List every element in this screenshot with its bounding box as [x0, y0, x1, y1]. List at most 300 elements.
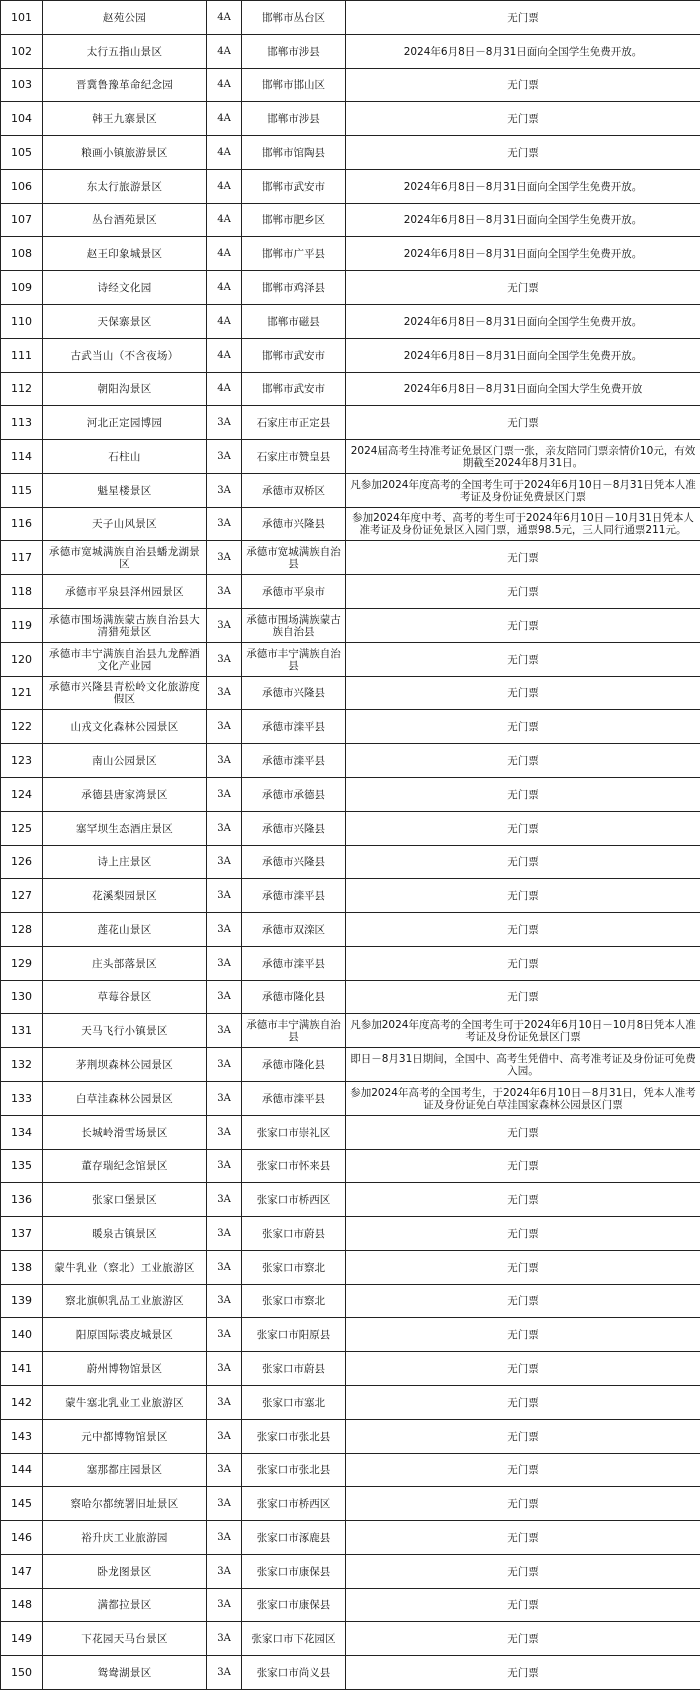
scenic-level: 3A	[207, 609, 242, 643]
table-row	[1, 136, 700, 170]
scenic-name: 承德市丰宁满族自治县九龙醉酒文化产业园	[43, 643, 207, 677]
scenic-name: 张家口堡景区	[43, 1183, 207, 1217]
row-number: 124	[1, 778, 43, 812]
table-row	[1, 1150, 700, 1183]
table-row	[1, 474, 700, 508]
scenic-name: 察北旗帜乳品工业旅游区	[43, 1285, 207, 1318]
scenic-level: 3A	[207, 1521, 242, 1555]
scenic-name: 承德市围场满族蒙古族自治县大清猎苑景区	[43, 609, 207, 643]
table-row	[1, 1555, 700, 1589]
scenic-name: 石柱山	[43, 440, 207, 474]
ticket-policy: 无门票	[346, 136, 700, 170]
ticket-policy: 2024年6月8日－8月31日面向全国学生免费开放。	[346, 204, 700, 237]
scenic-level: 3A	[207, 575, 242, 609]
scenic-location: 承德市平泉市	[242, 575, 346, 609]
row-number: 125	[1, 812, 43, 846]
table-row	[1, 710, 700, 744]
ticket-policy: 无门票	[346, 575, 700, 609]
scenic-location: 张家口市桥西区	[242, 1183, 346, 1217]
table-row	[1, 1386, 700, 1420]
table-row	[1, 339, 700, 373]
scenic-name: 下花园天马台景区	[43, 1622, 207, 1656]
scenic-name: 晋冀鲁豫革命纪念园	[43, 69, 207, 102]
row-number: 148	[1, 1589, 43, 1622]
scenic-location: 邯郸市武安市	[242, 339, 346, 373]
scenic-location: 张家口市阳原县	[242, 1318, 346, 1352]
ticket-policy: 无门票	[346, 102, 700, 136]
row-number: 103	[1, 69, 43, 102]
scenic-level: 3A	[207, 474, 242, 508]
table-row	[1, 1656, 700, 1690]
row-number: 102	[1, 35, 43, 69]
table-row	[1, 1183, 700, 1217]
table-row	[1, 1082, 700, 1116]
ticket-policy: 无门票	[346, 710, 700, 744]
scenic-name: 诗经文化园	[43, 271, 207, 305]
row-number: 106	[1, 170, 43, 204]
table-row	[1, 440, 700, 474]
ticket-policy: 无门票	[346, 1352, 700, 1386]
ticket-policy: 无门票	[346, 778, 700, 812]
row-number: 105	[1, 136, 43, 170]
ticket-policy: 无门票	[346, 947, 700, 981]
ticket-policy: 无门票	[346, 1183, 700, 1217]
table-row	[1, 204, 700, 237]
scenic-level: 3A	[207, 1589, 242, 1622]
row-number: 138	[1, 1251, 43, 1285]
row-number: 113	[1, 406, 43, 440]
ticket-policy: 无门票	[346, 1622, 700, 1656]
scenic-level: 3A	[207, 508, 242, 541]
table-row	[1, 1622, 700, 1656]
scenic-name: 草莓谷景区	[43, 981, 207, 1014]
row-number: 122	[1, 710, 43, 744]
scenic-location: 承德市滦平县	[242, 744, 346, 778]
scenic-location: 承德市双滦区	[242, 913, 346, 947]
scenic-location: 石家庄市赞皇县	[242, 440, 346, 474]
ticket-policy: 无门票	[346, 1116, 700, 1150]
scenic-level: 3A	[207, 677, 242, 710]
ticket-policy: 无门票	[346, 744, 700, 778]
ticket-policy: 无门票	[346, 1150, 700, 1183]
ticket-policy: 无门票	[346, 271, 700, 305]
scenic-level: 3A	[207, 1082, 242, 1116]
scenic-location: 邯郸市丛台区	[242, 1, 346, 35]
scenic-level: 3A	[207, 1183, 242, 1217]
ticket-policy: 无门票	[346, 1251, 700, 1285]
scenic-location: 张家口市察北	[242, 1251, 346, 1285]
table-row	[1, 1352, 700, 1386]
ticket-policy: 无门票	[346, 1420, 700, 1454]
table-row	[1, 1014, 700, 1048]
table-row	[1, 879, 700, 913]
ticket-policy: 2024年6月8日－8月31日面向全国学生免费开放。	[346, 237, 700, 271]
ticket-policy: 参加2024年高考的全国考生，于2024年6月10日－8月31日，凭本人准考证及身份证免白草洼国家森林公园景区门票	[346, 1082, 700, 1116]
table-row	[1, 1487, 700, 1521]
scenic-name: 塞罕坝生态酒庄景区	[43, 812, 207, 846]
row-number: 111	[1, 339, 43, 373]
scenic-name: 承德市平泉县泽州园景区	[43, 575, 207, 609]
scenic-name: 董存瑞纪念馆景区	[43, 1150, 207, 1183]
table-row	[1, 1521, 700, 1555]
ticket-policy: 2024年6月8日－8月31日面向全国学生免费开放。	[346, 305, 700, 339]
ticket-policy: 无门票	[346, 1454, 700, 1487]
scenic-name: 韩王九寨景区	[43, 102, 207, 136]
scenic-location: 张家口市张北县	[242, 1454, 346, 1487]
scenic-name: 山戎文化森林公园景区	[43, 710, 207, 744]
row-number: 104	[1, 102, 43, 136]
scenic-name: 粮画小镇旅游景区	[43, 136, 207, 170]
ticket-policy: 无门票	[346, 1555, 700, 1589]
row-number: 147	[1, 1555, 43, 1589]
row-number: 117	[1, 541, 43, 575]
scenic-name: 天马飞行小镇景区	[43, 1014, 207, 1048]
table-row	[1, 643, 700, 677]
scenic-level: 3A	[207, 440, 242, 474]
scenic-name: 阳原国际裘皮城景区	[43, 1318, 207, 1352]
scenic-name: 元中都博物馆景区	[43, 1420, 207, 1454]
ticket-policy: 凡参加2024年度高考的全国考生可于2024年6月10日－8月31日凭本人准考证及身份证免费景区门票	[346, 474, 700, 508]
scenic-name: 花溪梨园景区	[43, 879, 207, 913]
scenic-name: 南山公园景区	[43, 744, 207, 778]
scenic-level: 4A	[207, 102, 242, 136]
table-row	[1, 373, 700, 406]
row-number: 145	[1, 1487, 43, 1521]
ticket-policy: 无门票	[346, 1521, 700, 1555]
scenic-level: 3A	[207, 1454, 242, 1487]
scenic-location: 张家口市康保县	[242, 1589, 346, 1622]
ticket-policy: 无门票	[346, 879, 700, 913]
row-number: 149	[1, 1622, 43, 1656]
row-number: 126	[1, 846, 43, 879]
scenic-location: 邯郸市邯山区	[242, 69, 346, 102]
table-row	[1, 1, 700, 35]
table-row	[1, 1589, 700, 1622]
table-row	[1, 541, 700, 575]
scenic-level: 3A	[207, 1318, 242, 1352]
ticket-policy: 无门票	[346, 1386, 700, 1420]
scenic-level: 4A	[207, 204, 242, 237]
scenic-location: 邯郸市磁县	[242, 305, 346, 339]
row-number: 110	[1, 305, 43, 339]
table-row	[1, 237, 700, 271]
table-row	[1, 305, 700, 339]
ticket-policy: 无门票	[346, 69, 700, 102]
scenic-level: 3A	[207, 947, 242, 981]
scenic-name: 诗上庄景区	[43, 846, 207, 879]
table-row	[1, 35, 700, 69]
scenic-level: 3A	[207, 541, 242, 575]
scenic-level: 3A	[207, 1116, 242, 1150]
scenic-location: 承德市滦平县	[242, 947, 346, 981]
scenic-location: 邯郸市广平县	[242, 237, 346, 271]
ticket-policy: 无门票	[346, 1217, 700, 1251]
scenic-name: 丛台酒苑景区	[43, 204, 207, 237]
scenic-level: 3A	[207, 1217, 242, 1251]
scenic-name: 东太行旅游景区	[43, 170, 207, 204]
scenic-location: 承德市围场满族蒙古族自治县	[242, 609, 346, 643]
ticket-policy: 凡参加2024年度高考的全国考生可于2024年6月10日－10月8日凭本人准考证及身份证免景区门票	[346, 1014, 700, 1048]
table-row	[1, 1454, 700, 1487]
scenic-level: 4A	[207, 237, 242, 271]
scenic-name: 魁星楼景区	[43, 474, 207, 508]
scenic-level: 4A	[207, 170, 242, 204]
scenic-level: 3A	[207, 1420, 242, 1454]
scenic-location: 张家口市下花园区	[242, 1622, 346, 1656]
ticket-policy: 即日－8月31日期间，全国中、高考生凭借中、高考准考证及身份证可免费入园。	[346, 1048, 700, 1082]
table-row	[1, 677, 700, 710]
scenic-location: 承德市隆化县	[242, 981, 346, 1014]
scenic-name: 蔚州博物馆景区	[43, 1352, 207, 1386]
row-number: 140	[1, 1318, 43, 1352]
scenic-location: 承德市滦平县	[242, 1082, 346, 1116]
scenic-name: 塞那都庄园景区	[43, 1454, 207, 1487]
ticket-policy: 无门票	[346, 1656, 700, 1690]
scenic-location: 邯郸市武安市	[242, 170, 346, 204]
ticket-policy: 无门票	[346, 406, 700, 440]
scenic-location: 张家口市怀来县	[242, 1150, 346, 1183]
scenic-location: 邯郸市武安市	[242, 373, 346, 406]
table-row	[1, 170, 700, 204]
row-number: 133	[1, 1082, 43, 1116]
row-number: 132	[1, 1048, 43, 1082]
ticket-policy: 2024年6月8日－8月31日面向全国学生免费开放。	[346, 170, 700, 204]
scenic-level: 3A	[207, 744, 242, 778]
scenic-location: 张家口市涿鹿县	[242, 1521, 346, 1555]
scenic-level: 3A	[207, 1150, 242, 1183]
scenic-level: 3A	[207, 778, 242, 812]
scenic-level: 4A	[207, 271, 242, 305]
scenic-level: 4A	[207, 69, 242, 102]
ticket-policy: 2024年6月8日－8月31日面向全国大学生免费开放	[346, 373, 700, 406]
ticket-policy: 无门票	[346, 677, 700, 710]
scenic-name: 太行五指山景区	[43, 35, 207, 69]
scenic-level: 3A	[207, 981, 242, 1014]
scenic-name: 赵苑公园	[43, 1, 207, 35]
table-row	[1, 102, 700, 136]
table-row	[1, 1285, 700, 1318]
scenic-level: 4A	[207, 136, 242, 170]
ticket-policy: 无门票	[346, 846, 700, 879]
scenic-level: 3A	[207, 643, 242, 677]
table-row	[1, 271, 700, 305]
scenic-level: 3A	[207, 913, 242, 947]
scenic-level: 3A	[207, 1656, 242, 1690]
table-row	[1, 1251, 700, 1285]
row-number: 108	[1, 237, 43, 271]
scenic-location: 承德市宽城满族自治县	[242, 541, 346, 575]
scenic-level: 3A	[207, 1352, 242, 1386]
table-row	[1, 1048, 700, 1082]
scenic-level: 3A	[207, 1555, 242, 1589]
row-number: 115	[1, 474, 43, 508]
scenic-level: 4A	[207, 373, 242, 406]
scenic-name: 莲花山景区	[43, 913, 207, 947]
scenic-location: 承德市兴隆县	[242, 508, 346, 541]
scenic-level: 3A	[207, 1487, 242, 1521]
row-number: 136	[1, 1183, 43, 1217]
scenic-name: 长城岭滑雪场景区	[43, 1116, 207, 1150]
scenic-level: 4A	[207, 35, 242, 69]
table-row	[1, 778, 700, 812]
row-number: 119	[1, 609, 43, 643]
scenic-location: 承德市滦平县	[242, 879, 346, 913]
scenic-level: 3A	[207, 710, 242, 744]
ticket-policy: 无门票	[346, 609, 700, 643]
scenic-location: 张家口市蔚县	[242, 1217, 346, 1251]
scenic-location: 张家口市尚义县	[242, 1656, 346, 1690]
row-number: 142	[1, 1386, 43, 1420]
scenic-level: 3A	[207, 879, 242, 913]
scenic-location: 邯郸市馆陶县	[242, 136, 346, 170]
ticket-policy: 无门票	[346, 812, 700, 846]
scenic-level: 3A	[207, 812, 242, 846]
ticket-policy: 无门票	[346, 1589, 700, 1622]
scenic-level: 3A	[207, 1014, 242, 1048]
scenic-name: 满都拉景区	[43, 1589, 207, 1622]
scenic-name: 古武当山（不含夜场）	[43, 339, 207, 373]
row-number: 120	[1, 643, 43, 677]
ticket-policy: 无门票	[346, 1285, 700, 1318]
scenic-name: 白草洼森林公园景区	[43, 1082, 207, 1116]
scenic-name: 蒙牛塞北乳业工业旅游区	[43, 1386, 207, 1420]
row-number: 123	[1, 744, 43, 778]
scenic-name: 察哈尔都统署旧址景区	[43, 1487, 207, 1521]
ticket-policy: 参加2024年度中考、高考的考生可于2024年6月10日－10月31日凭本人准考证及身份证免景区入园门票，通票98.5元，三人同行通票211元。	[346, 508, 700, 541]
row-number: 144	[1, 1454, 43, 1487]
scenic-level: 3A	[207, 1285, 242, 1318]
scenic-level: 3A	[207, 846, 242, 879]
table-row	[1, 913, 700, 947]
scenic-level: 3A	[207, 1251, 242, 1285]
scenic-location: 张家口市蔚县	[242, 1352, 346, 1386]
scenic-location: 张家口市张北县	[242, 1420, 346, 1454]
scenic-name: 茅荆坝森林公园景区	[43, 1048, 207, 1082]
table-row	[1, 812, 700, 846]
scenic-name: 赵王印象城景区	[43, 237, 207, 271]
row-number: 121	[1, 677, 43, 710]
scenic-level: 4A	[207, 339, 242, 373]
row-number: 107	[1, 204, 43, 237]
scenic-level: 4A	[207, 1, 242, 35]
ticket-policy: 2024年6月8日－8月31日面向全国学生免费开放。	[346, 339, 700, 373]
scenic-location: 承德市兴隆县	[242, 846, 346, 879]
scenic-location: 张家口市桥西区	[242, 1487, 346, 1521]
scenic-name: 天子山风景区	[43, 508, 207, 541]
row-number: 150	[1, 1656, 43, 1690]
row-number: 141	[1, 1352, 43, 1386]
row-number: 146	[1, 1521, 43, 1555]
scenic-name: 庄头部落景区	[43, 947, 207, 981]
ticket-policy: 无门票	[346, 643, 700, 677]
table-row	[1, 406, 700, 440]
row-number: 116	[1, 508, 43, 541]
table-row	[1, 1420, 700, 1454]
scenic-location: 邯郸市涉县	[242, 102, 346, 136]
ticket-policy: 无门票	[346, 541, 700, 575]
scenic-name: 卧龙图景区	[43, 1555, 207, 1589]
scenic-location: 石家庄市正定县	[242, 406, 346, 440]
row-number: 128	[1, 913, 43, 947]
ticket-policy: 无门票	[346, 913, 700, 947]
table-row	[1, 69, 700, 102]
row-number: 127	[1, 879, 43, 913]
ticket-policy: 无门票	[346, 981, 700, 1014]
scenic-name: 蒙牛乳业（察北）工业旅游区	[43, 1251, 207, 1285]
ticket-policy: 无门票	[346, 1487, 700, 1521]
row-number: 114	[1, 440, 43, 474]
scenic-location: 邯郸市涉县	[242, 35, 346, 69]
row-number: 137	[1, 1217, 43, 1251]
scenic-name: 河北正定园博园	[43, 406, 207, 440]
row-number: 143	[1, 1420, 43, 1454]
scenic-location: 承德市兴隆县	[242, 677, 346, 710]
ticket-policy: 2024届高考生持准考证免景区门票一张，亲友陪同门票亲情价10元，有效期截至2024年8月31日。	[346, 440, 700, 474]
table-row	[1, 744, 700, 778]
scenic-name: 朝阳沟景区	[43, 373, 207, 406]
scenic-name: 天保寨景区	[43, 305, 207, 339]
row-number: 101	[1, 1, 43, 35]
scenic-name: 裕升庆工业旅游园	[43, 1521, 207, 1555]
scenic-location: 张家口市塞北	[242, 1386, 346, 1420]
scenic-location: 张家口市察北	[242, 1285, 346, 1318]
table-row	[1, 981, 700, 1014]
ticket-policy: 2024年6月8日－8月31日面向全国学生免费开放。	[346, 35, 700, 69]
table-row	[1, 1116, 700, 1150]
table-row	[1, 508, 700, 541]
row-number: 109	[1, 271, 43, 305]
table-row	[1, 575, 700, 609]
ticket-policy: 无门票	[346, 1318, 700, 1352]
scenic-name: 承德市兴隆县青松岭文化旅游度假区	[43, 677, 207, 710]
row-number: 135	[1, 1150, 43, 1183]
scenic-location: 张家口市崇礼区	[242, 1116, 346, 1150]
scenic-name: 鸳鸯湖景区	[43, 1656, 207, 1690]
scenic-name: 承德市宽城满族自治县蟠龙湖景区	[43, 541, 207, 575]
scenic-level: 3A	[207, 1622, 242, 1656]
scenic-location: 承德市隆化县	[242, 1048, 346, 1082]
scenic-location: 张家口市康保县	[242, 1555, 346, 1589]
row-number: 139	[1, 1285, 43, 1318]
scenic-location: 承德市滦平县	[242, 710, 346, 744]
table-body	[1, 1, 700, 1690]
scenic-level: 3A	[207, 1048, 242, 1082]
scenic-level: 3A	[207, 406, 242, 440]
table-row	[1, 846, 700, 879]
table-row	[1, 1318, 700, 1352]
row-number: 129	[1, 947, 43, 981]
scenic-location: 邯郸市鸡泽县	[242, 271, 346, 305]
row-number: 134	[1, 1116, 43, 1150]
ticket-policy: 无门票	[346, 1, 700, 35]
scenic-location: 承德市丰宁满族自治县	[242, 643, 346, 677]
scenic-location: 承德市双桥区	[242, 474, 346, 508]
table-row	[1, 1217, 700, 1251]
row-number: 112	[1, 373, 43, 406]
scenic-name: 承德县唐家湾景区	[43, 778, 207, 812]
table-row	[1, 609, 700, 643]
scenic-level: 4A	[207, 305, 242, 339]
scenic-name: 暖泉古镇景区	[43, 1217, 207, 1251]
scenic-location: 承德市丰宁满族自治县	[242, 1014, 346, 1048]
scenic-level: 3A	[207, 1386, 242, 1420]
table-row	[1, 947, 700, 981]
scenic-location: 承德市承德县	[242, 778, 346, 812]
row-number: 130	[1, 981, 43, 1014]
scenic-location: 邯郸市肥乡区	[242, 204, 346, 237]
scenic-location: 承德市兴隆县	[242, 812, 346, 846]
row-number: 131	[1, 1014, 43, 1048]
